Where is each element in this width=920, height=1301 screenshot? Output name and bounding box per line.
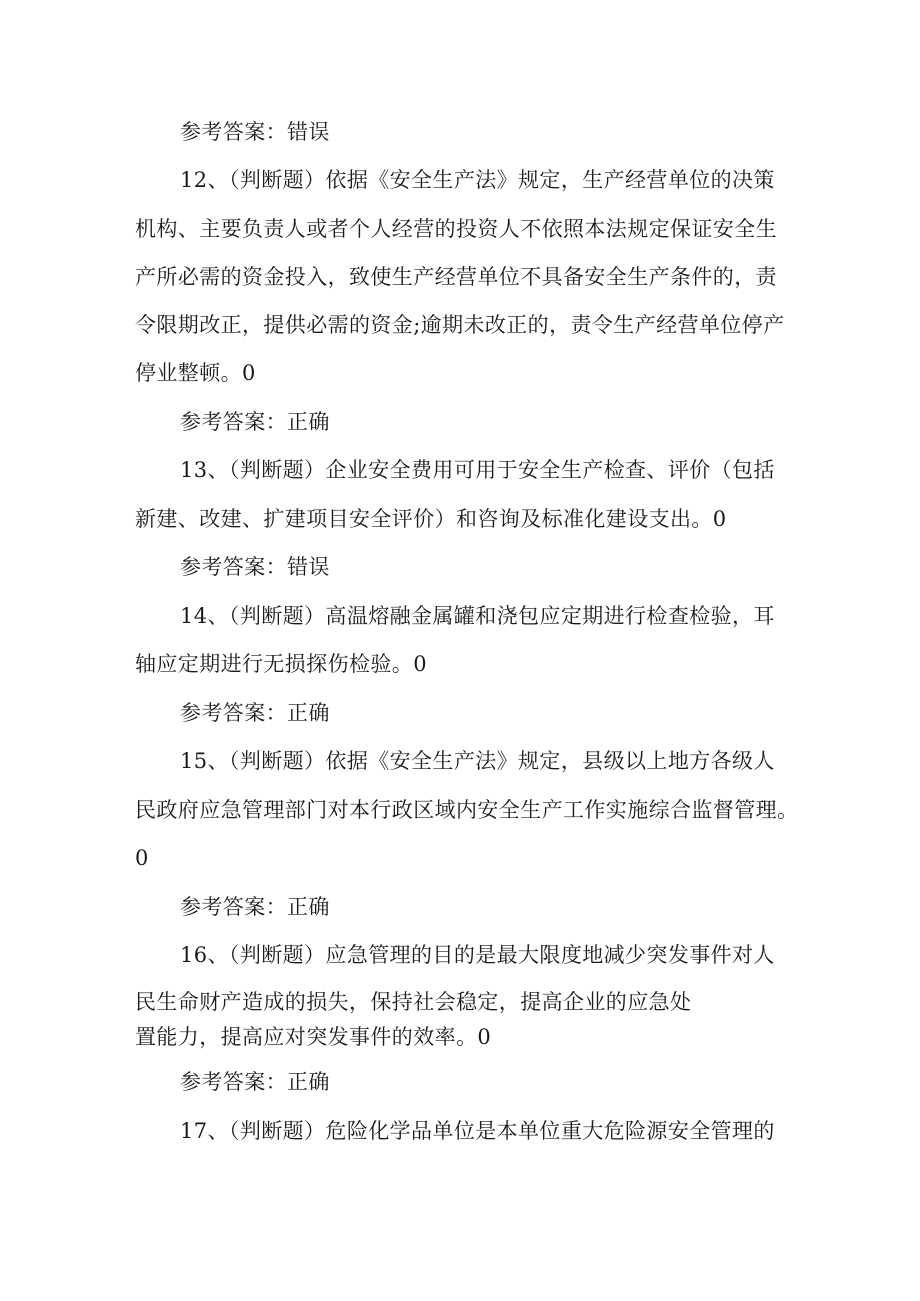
question-text-line: 令限期改正，提供必需的资金;逾期未改正的，责令生产经营单位停产 xyxy=(135,313,785,337)
answer-line: 参考答案：正确 xyxy=(180,701,330,725)
question-text-line: 民政府应急管理部门对本行政区域内安全生产工作实施综合监督管理。 xyxy=(135,798,799,822)
question-text-line: 17、（判断题）危险化学品单位是本单位重大危险源安全管理的 xyxy=(180,1119,775,1143)
question-text-line: 置能力，提高应对突发事件的效率。0 xyxy=(135,1025,492,1049)
question-text-line: 停业整顿。0 xyxy=(135,361,256,385)
question-text-line: 0 xyxy=(135,846,149,870)
question-text-line: 12、（判断题）依据《安全生产法》规定，生产经营单位的决策 xyxy=(180,168,775,192)
question-text-line: 新建、改建、扩建项目安全评价）和咨询及标准化建设支出。0 xyxy=(135,507,727,531)
answer-line: 参考答案：错误 xyxy=(180,120,330,144)
question-text-line: 产所必需的资金投入，致使生产经营单位不具备安全生产条件的，责 xyxy=(135,265,777,289)
question-text-line: 13、（判断题）企业安全费用可用于安全生产检查、评价（包括 xyxy=(180,458,775,482)
question-text-line: 16、（判断题）应急管理的目的是最大限度地减少突发事件对人 xyxy=(180,943,775,967)
question-text-line: 14、（判断题）高温熔融金属罐和浇包应定期进行检查检验，耳 xyxy=(180,604,775,628)
question-text-line: 民生命财产造成的损失，保持社会稳定，提高企业的应急处 xyxy=(135,990,692,1014)
question-text-line: 机构、主要负责人或者个人经营的投资人不依照本法规定保证安全生 xyxy=(135,217,777,241)
question-text-line: 15、（判断题）依据《安全生产法》规定，县级以上地方各级人 xyxy=(180,749,775,773)
question-text-line: 轴应定期进行无损探伤检验。0 xyxy=(135,652,427,676)
answer-line: 参考答案：错误 xyxy=(180,555,330,579)
answer-line: 参考答案：正确 xyxy=(180,895,330,919)
answer-line: 参考答案：正确 xyxy=(180,1070,330,1094)
answer-line: 参考答案：正确 xyxy=(180,410,330,434)
